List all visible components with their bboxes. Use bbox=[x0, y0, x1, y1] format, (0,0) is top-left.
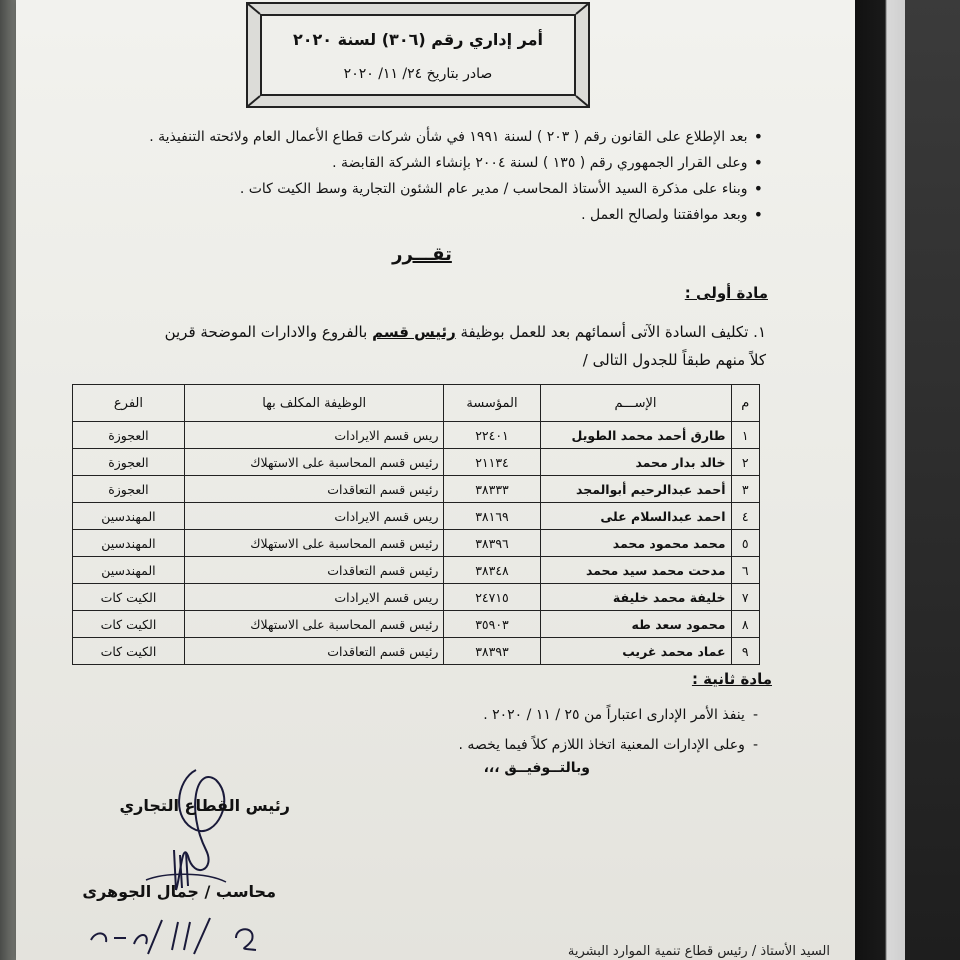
row-number-cell: ١ bbox=[731, 422, 759, 449]
bullet-icon: • bbox=[753, 127, 763, 146]
preamble-item: • وبعد موافقتنا ولصالح العمل . bbox=[163, 202, 763, 228]
employee-name-cell: طارق أحمد محمد الطويل bbox=[540, 422, 731, 449]
article-2-list bbox=[238, 700, 758, 760]
background-right bbox=[905, 0, 960, 960]
preamble-item: • وبناء على مذكرة السيد الأستاذ المحاسب / مدير عام الشئون التجارية وسط الكيت كات . bbox=[163, 176, 763, 202]
article-1-line-1: ١. تكليف السادة الآتى أسمائهم بعد للعمل بوظيفة رئيس قسم بالفروع والادارات الموضحة قرين bbox=[164, 323, 766, 341]
employee-name-cell: مدحت محمد سيد محمد bbox=[540, 557, 731, 584]
signatory-name: محاسب / جمال الجوهرى bbox=[82, 882, 276, 901]
bullet-icon: • bbox=[753, 179, 763, 198]
decision-title: تقـــرر bbox=[392, 244, 452, 265]
employee-code-cell: ٢٤٧١٥ bbox=[444, 584, 540, 611]
article-1-text bbox=[66, 318, 766, 374]
article-1-title: مادة أولى : bbox=[684, 284, 768, 302]
employee-code-cell: ٣٨٣٣٣ bbox=[444, 476, 540, 503]
col-header-name: الإســـم bbox=[540, 385, 731, 422]
assigned-job-cell: رئيس قسم المحاسبة على الاستهلاك bbox=[184, 611, 444, 638]
row-number-cell: ٥ bbox=[731, 530, 759, 557]
assignments-table bbox=[72, 384, 760, 665]
table-header-row bbox=[73, 385, 760, 422]
employee-code-cell: ٣٨٣٩٦ bbox=[444, 530, 540, 557]
bullet-icon: • bbox=[753, 153, 763, 172]
order-header-box bbox=[246, 2, 590, 108]
preamble-list bbox=[149, 124, 763, 228]
row-number-cell: ٤ bbox=[731, 503, 759, 530]
table-row bbox=[73, 503, 760, 530]
preamble-item: • بعد الإطلاع على القانون رقم ( ٢٠٣ ) لسنة ١٩٩١ في شأن شركات قطاع الأعمال العام ولائحته التنفيذية . bbox=[163, 124, 763, 150]
employee-name-cell: خليفة محمد خليفة bbox=[540, 584, 731, 611]
employee-name-cell: خالد بدار محمد bbox=[540, 449, 731, 476]
article-2-item: - وعلى الإدارات المعنية اتخاذ اللازم كلاً فيما يخصه . bbox=[238, 730, 758, 760]
signatory-title: رئيس القطاع التجاري bbox=[119, 796, 290, 815]
col-header-branch: الفرع bbox=[73, 385, 185, 422]
col-header-code: المؤسسة bbox=[444, 385, 540, 422]
branch-cell: الكيت كات bbox=[73, 584, 185, 611]
bullet-icon: • bbox=[753, 205, 763, 224]
handwritten-date-icon bbox=[86, 910, 306, 960]
article-2-item: - ينفذ الأمر الإدارى اعتباراً من ٢٥ / ١١ / ٢٠٢٠ . bbox=[238, 700, 758, 730]
order-date: صادر بتاريخ ٢٤/ ١١/ ٢٠٢٠ bbox=[343, 66, 493, 82]
employee-code-cell: ٣٨٣٤٨ bbox=[444, 557, 540, 584]
employee-code-cell: ٣٥٩٠٣ bbox=[444, 611, 540, 638]
row-number-cell: ٢ bbox=[731, 449, 759, 476]
article-1-line-2: كلاً منهم طبقاً للجدول التالى / bbox=[582, 351, 766, 369]
assigned-job-cell: رئيس قسم التعاقدات bbox=[184, 476, 444, 503]
branch-cell: المهندسين bbox=[73, 503, 185, 530]
assigned-job-cell: رئيس قسم التعاقدات bbox=[184, 557, 444, 584]
employee-code-cell: ٢٢٤٠١ bbox=[444, 422, 540, 449]
branch-cell: المهندسين bbox=[73, 530, 185, 557]
table-row bbox=[73, 638, 760, 665]
table-row bbox=[73, 476, 760, 503]
closing-text: وبالتــوفيــق ،،، bbox=[483, 760, 590, 776]
row-number-cell: ٦ bbox=[731, 557, 759, 584]
table-row bbox=[73, 611, 760, 638]
row-number-cell: ٩ bbox=[731, 638, 759, 665]
table-row bbox=[73, 557, 760, 584]
employee-code-cell: ٣٨٣٩٣ bbox=[444, 638, 540, 665]
col-header-job: الوظيفة المكلف بها bbox=[184, 385, 444, 422]
assigned-job-cell: ريس قسم الايرادات bbox=[184, 584, 444, 611]
job-title-highlight: رئيس قسم bbox=[372, 323, 456, 341]
footer-partial-text: السيد الأستاذ / رئيس قطاع تنمية الموارد البشرية bbox=[567, 944, 830, 959]
table-row bbox=[73, 530, 760, 557]
branch-cell: المهندسين bbox=[73, 557, 185, 584]
background-paper-edge bbox=[855, 0, 905, 960]
employee-code-cell: ٢١١٣٤ bbox=[444, 449, 540, 476]
row-number-cell: ٨ bbox=[731, 611, 759, 638]
assigned-job-cell: ريس قسم الايرادات bbox=[184, 422, 444, 449]
document-page bbox=[16, 0, 858, 960]
row-number-cell: ٧ bbox=[731, 584, 759, 611]
employee-name-cell: عماد محمد غريب bbox=[540, 638, 731, 665]
branch-cell: العجوزة bbox=[73, 476, 185, 503]
assigned-job-cell: رئيس قسم المحاسبة على الاستهلاك bbox=[184, 530, 444, 557]
assigned-job-cell: رئيس قسم التعاقدات bbox=[184, 638, 444, 665]
preamble-item: • وعلى القرار الجمهوري رقم ( ١٣٥ ) لسنة ٢٠٠٤ بإنشاء الشركة القابضة . bbox=[163, 150, 763, 176]
employee-name-cell: احمد عبدالسلام على bbox=[540, 503, 731, 530]
employee-name-cell: محمد محمود محمد bbox=[540, 530, 731, 557]
order-header-inner bbox=[260, 14, 576, 96]
assigned-job-cell: ريس قسم الايرادات bbox=[184, 503, 444, 530]
table-row bbox=[73, 449, 760, 476]
row-number-cell: ٣ bbox=[731, 476, 759, 503]
order-title: أمر إداري رقم (٣٠٦) لسنة ٢٠٢٠ bbox=[293, 30, 543, 49]
dash-icon: - bbox=[752, 737, 758, 753]
employee-name-cell: أحمد عبدالرحيم أبوالمجد bbox=[540, 476, 731, 503]
branch-cell: الكيت كات bbox=[73, 611, 185, 638]
branch-cell: العجوزة bbox=[73, 422, 185, 449]
table-row bbox=[73, 422, 760, 449]
table-row bbox=[73, 584, 760, 611]
col-header-number: م bbox=[731, 385, 759, 422]
branch-cell: العجوزة bbox=[73, 449, 185, 476]
assigned-job-cell: رئيس قسم المحاسبة على الاستهلاك bbox=[184, 449, 444, 476]
employee-code-cell: ٣٨١٦٩ bbox=[444, 503, 540, 530]
employee-name-cell: محمود سعد طه bbox=[540, 611, 731, 638]
article-2-title: مادة ثانية : bbox=[691, 670, 772, 688]
branch-cell: الكيت كات bbox=[73, 638, 185, 665]
dash-icon: - bbox=[752, 707, 758, 723]
